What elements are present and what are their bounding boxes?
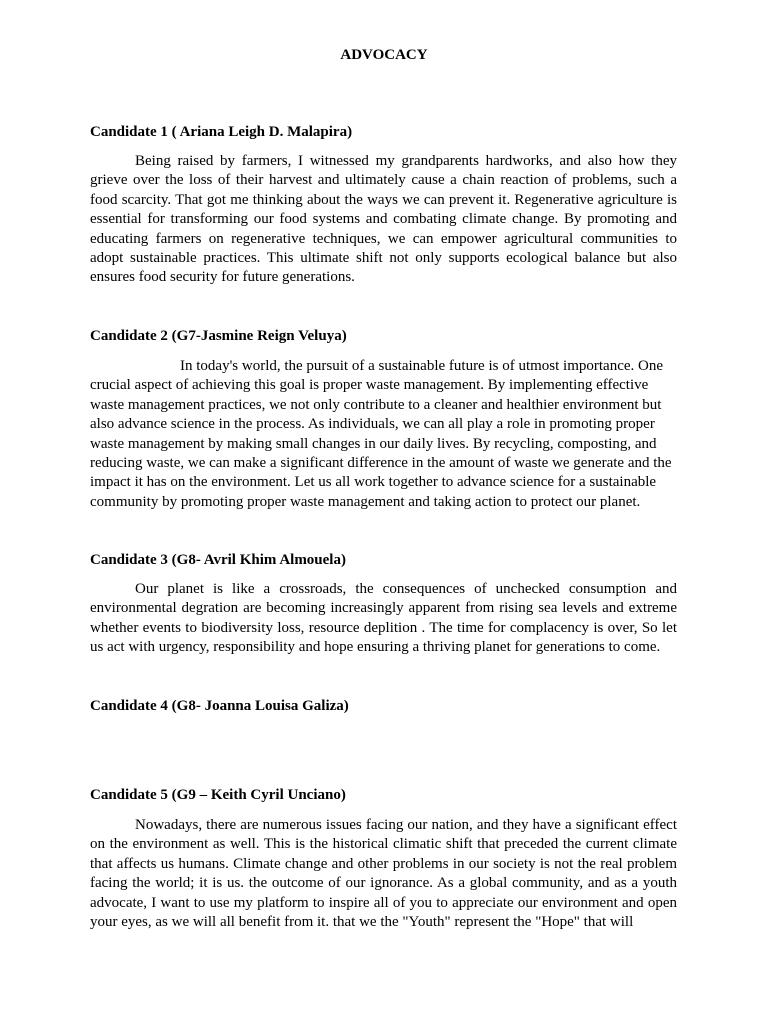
candidate-5-heading: Candidate 5 (G9 – Keith Cyril Unciano)	[90, 787, 346, 803]
page-title: ADVOCACY	[340, 47, 428, 63]
candidate-5-statement: Nowadays, there are numerous issues facing our nation, and they have a significant effect on the environment as well. This is the historical climatic shift that preceded the current climate that affects us humans. Climate change and other problems in our society is not the real problem facing the world; it is us. the outcome of our ignorance. As a global community, and as a youth advocate, I want to use my platform to inspire all of you to appreciate our environment and open your eyes, as we will all benefit from it. that we the "Youth" represent the "Hope" that will	[90, 817, 677, 931]
candidate-2-heading: Candidate 2 (G7-Jasmine Reign Veluya)	[90, 328, 347, 344]
candidate-3-statement: Our planet is like a crossroads, the consequences of unchecked consumption and environmental degration are becoming increasingly apparent from rising sea levels and extreme whether events to biodiversity loss, resource deplition . The time for complacency is over, So let us act with urgency, responsibility and hope ensuring a thriving planet for generations to come.	[90, 581, 677, 656]
candidate-1-heading: Candidate 1 ( Ariana Leigh D. Malapira)	[90, 124, 353, 140]
candidate-2-statement: In today's world, the pursuit of a sustainable future is of utmost importance. One crucial aspect of achieving this goal is proper waste management. By implementing effective waste management practices, we not only contribute to a cleaner and healthier environment but also advance science in the process. As individuals, we can all play a role in promoting proper waste management by making small changes in our daily lives. By recycling, composting, and reducing waste, we can make a significant difference in the amount of waste we generate and the impact it has on the environment. Let us all work together to advance science for a sustainable community by promoting proper waste management and taking action to protect our planet.	[90, 358, 672, 510]
candidate-4-heading: Candidate 4 (G8- Joanna Louisa Galiza)	[90, 698, 349, 714]
candidate-3-heading: Candidate 3 (G8- Avril Khim Almouela)	[90, 552, 346, 568]
candidate-1-statement: Being raised by farmers, I witnessed my grandparents hardworks, and also how they grieve over the loss of their harvest and ultimately cause a chain reaction of problems, such a food scarcity. That got me thinking about the ways we can prevent it. Regenerative agriculture is essential for transforming our food systems and combating climate change. By promoting and educating farmers on regenerative techniques, we can empower agricultural communities to adopt sustainable practices. This ultimate shift not only supports ecological balance but also ensures food security for future generations.	[90, 153, 677, 286]
